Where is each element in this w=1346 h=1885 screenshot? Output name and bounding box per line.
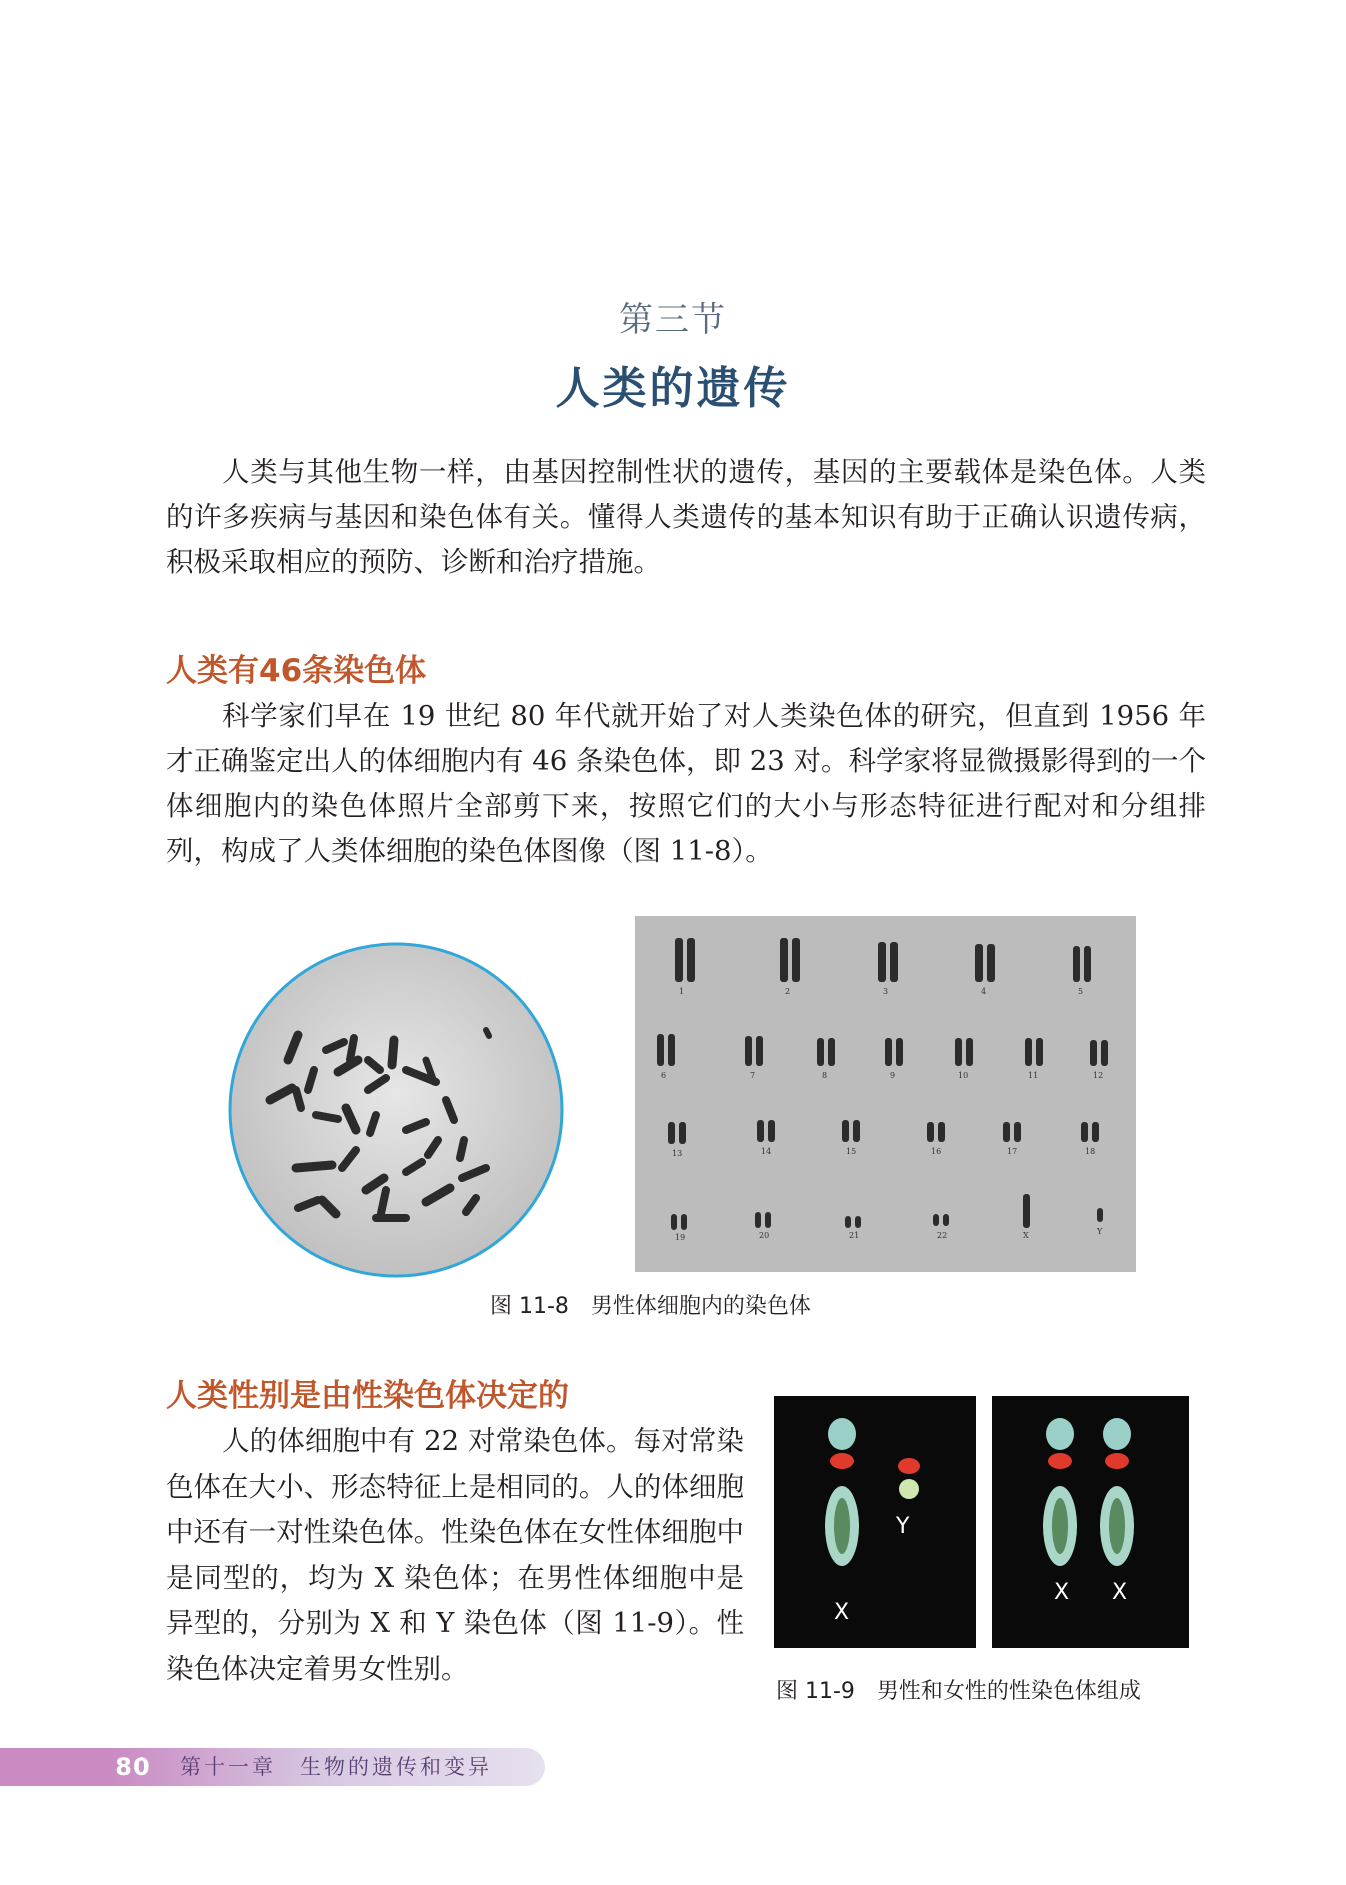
svg-text:18: 18 [1085,1147,1096,1156]
svg-text:15: 15 [846,1147,857,1156]
male-x-label: X [834,1600,850,1625]
svg-text:6: 6 [661,1071,667,1080]
svg-text:12: 12 [1093,1071,1104,1080]
part2-paragraph [166,1419,744,1692]
female-sex-chromosomes-panel [992,1396,1189,1648]
svg-text:19: 19 [675,1233,686,1242]
karyotype-board [635,916,1136,1272]
part2-text: 人的体细胞中有 22 对常染色体。每对常染色体在大小、形态特征上是相同的。人的体细胞中还有一对性染色体。性染色体在女性体细胞中是同型的，均为 X 染色体；在男性体细胞中是异型的，分别为 X 和 Y 染色体（图 11-9）。性染色体决定着男女性别。 [166,1425,744,1685]
female-chromosome-image [992,1396,1189,1648]
svg-text:14: 14 [761,1147,772,1156]
intro-text: 人类与其他生物一样，由基因控制性状的遗传，基因的主要载体是染色体。人类的许多疾病与基因和染色体有关。懂得人类遗传的基本知识有助于正确认识遗传病，积极采取相应的预防、诊断和治疗措施。 [166,456,1206,578]
svg-text:Y: Y [1097,1227,1103,1236]
svg-text:10: 10 [958,1071,969,1080]
part2-heading: 人类性别是由性染色体决定的 [166,1378,569,1414]
svg-text:13: 13 [672,1149,683,1158]
svg-text:21: 21 [849,1231,860,1240]
chapter-title: 第十一章 生物的遗传和变异 [180,1755,492,1779]
page-number: 80 [115,1753,151,1781]
male-chromosome-image [774,1396,976,1648]
svg-text:5: 5 [1078,987,1084,996]
female-x-label-1: X [1054,1580,1070,1605]
part1-text: 科学家们早在 19 世纪 80 年代就开始了对人类染色体的研究，但直到 1956 年才正确鉴定出人的体细胞内有 46 条染色体，即 23 对。科学家将显微摄影得到的一个体细胞内的染色体照片全部剪下来，按照它们的大小与形态特征进行配对和分组排列，构成了人类体细胞的染色体图像（图 11-8）。 [166,700,1206,867]
svg-text:2: 2 [785,987,791,996]
section-title: 人类的遗传 [555,363,791,414]
section-label: 第三节 [619,300,727,340]
svg-text:1: 1 [679,987,685,996]
svg-text:22: 22 [937,1231,948,1240]
svg-text:3: 3 [883,987,889,996]
svg-text:X: X [1023,1231,1029,1240]
female-x-label-2: X [1112,1580,1128,1605]
svg-text:16: 16 [931,1147,942,1156]
intro-paragraph [166,450,1206,585]
svg-text:17: 17 [1007,1147,1018,1156]
karyotype-chromosomes [635,916,1136,1272]
figure-11-8-caption: 图 11-8 男性体细胞内的染色体 [490,1294,811,1319]
svg-text:9: 9 [890,1071,896,1080]
part1-heading: 人类有46条染色体 [166,653,427,689]
chromosome-spread-micrograph [226,940,566,1280]
figure-11-9-caption: 图 11-9 男性和女性的性染色体组成 [776,1679,1141,1704]
male-sex-chromosomes-panel [774,1396,976,1648]
svg-text:11: 11 [1028,1071,1039,1080]
part1-paragraph [166,694,1206,874]
svg-text:8: 8 [822,1071,828,1080]
male-y-label: Y [896,1514,910,1539]
svg-text:7: 7 [750,1071,756,1080]
svg-text:4: 4 [981,987,987,996]
svg-text:20: 20 [759,1231,770,1240]
